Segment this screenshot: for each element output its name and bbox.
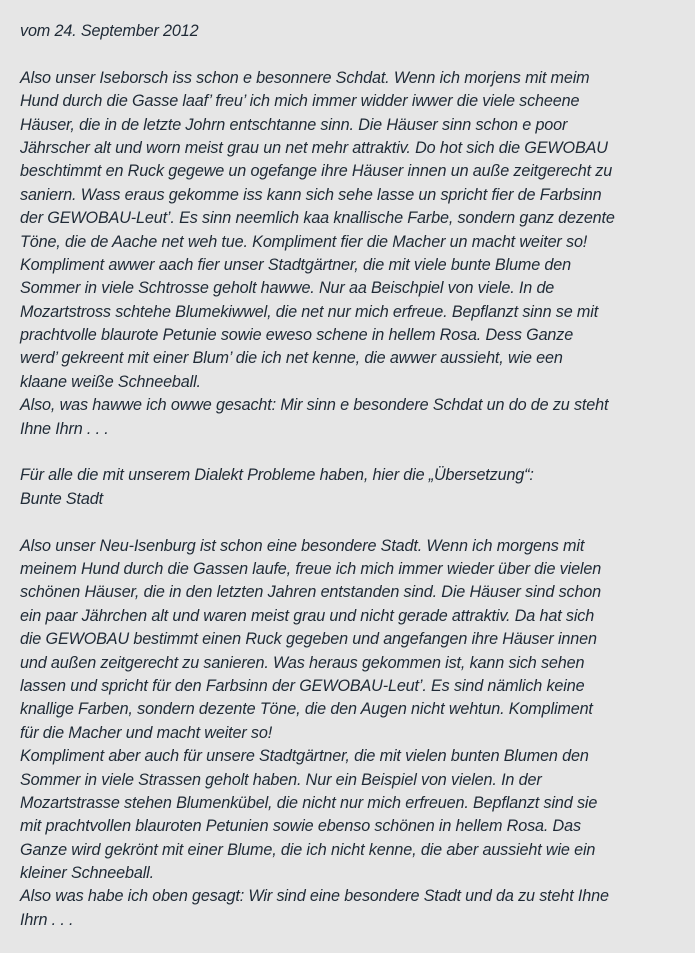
dialect-text (20, 67, 683, 441)
text-line: der GEWOBAU-Leut’. Es sinn neemlich kaa knallische Farbe, sondern ganz dezente (20, 209, 615, 228)
text-line: Also was habe ich oben gesagt: Wir sind eine besondere Stadt und da zu steht Ihne (20, 887, 609, 906)
text-line: Also unser Neu-Isenburg ist schon eine besondere Stadt. Wenn ich morgens mit (20, 536, 585, 555)
text-line: Jährscher alt und worn meist grau un net mehr attraktiv. Do hot sich die GEWOBAU (20, 138, 608, 157)
translation-text (20, 535, 683, 933)
text-line: Kompliment aber auch für unsere Stadtgärtner, die mit vielen bunten Blumen den (20, 747, 589, 766)
translation-title: Bunte Stadt (20, 489, 103, 508)
spacer (20, 441, 683, 464)
text-line: Häuser, die in de letzte Johrn entschtanne sinn. Die Häuser sinn schon e poor (20, 115, 568, 134)
text-line: saniern. Wass eraus gekomme iss kann sich sehe lasse un spricht fier de Farbsinn (20, 185, 602, 204)
text-line: Sommer in viele Schtrosse geholt hawwe. Nur aa Beischpiel von viele. In de (20, 279, 555, 298)
text-line: für die Macher und macht weiter so! (20, 723, 273, 742)
text-line: Kompliment awwer aach fier unser Stadtgärtner, die mit viele bunte Blume den (20, 255, 571, 274)
text-line: Ihne Ihrn . . . (20, 419, 109, 438)
text-line: beschtimmt en Ruck gegewe un ogefange ihre Häuser innen un auße zeitgerecht zu (20, 162, 613, 181)
text-line: ein paar Jährchen alt und waren meist grau und nicht gerade attraktiv. Da hat sich (20, 606, 595, 625)
text-line: werd’ gekreent mit einer Blum’ die ich net kenne, die awwer aussieht, wie een (20, 349, 563, 368)
text-line: Also unser Iseborsch iss schon e besonnere Schdat. Wenn ich morjens mit meim (20, 68, 590, 87)
text-line: prachtvolle blaurote Petunie sowie eweso schene in hellem Rosa. Dess Ganze (20, 326, 574, 345)
text-line: Sommer in viele Strassen geholt haben. Nur ein Beispiel von vielen. In der (20, 770, 542, 789)
text-line: kleiner Schneeball. (20, 864, 154, 883)
text-line: Mozartstrasse stehen Blumenkübel, die nicht nur mich erfreuen. Bepflanzt sind sie (20, 793, 598, 812)
text-line: und außen zeitgerecht zu sanieren. Was heraus gekommen ist, kann sich sehen (20, 653, 585, 672)
text-line: knallige Farben, sondern dezente Töne, die den Augen nicht wehtun. Kompliment (20, 700, 593, 719)
text-line: Mozartstross schtehe Blumekiwwel, die net nur mich erfreue. Bepflanzt sinn se mit (20, 302, 599, 321)
spacer (20, 511, 683, 534)
text-line: Ganze wird gekrönt mit einer Blume, die ich nicht kenne, die aber aussieht wie ein (20, 840, 596, 859)
text-line: Töne, die de Aache net weh tue. Kompliment fier die Macher un macht weiter so! (20, 232, 588, 251)
text-line: Also, was hawwe ich owwe gesacht: Mir sinn e besondere Schdat un do de zu steht (20, 396, 609, 415)
text-line: lassen und spricht für den Farbsinn der GEWOBAU-Leut’. Es sind nämlich keine (20, 676, 585, 695)
text-line: die GEWOBAU bestimmt einen Ruck gegeben und angefangen ihre Häuser innen (20, 630, 597, 649)
text-line: mit prachtvollen blauroten Petunien sowie ebenso schönen in hellem Rosa. Das (20, 817, 581, 836)
article-date: vom 24. September 2012 (20, 22, 199, 40)
text-line: Ihrn . . . (20, 910, 74, 929)
text-line: meinem Hund durch die Gassen laufe, freue ich mich immer wieder über die vielen (20, 559, 602, 578)
text-line: klaane weiße Schneeball. (20, 372, 201, 391)
spacer (20, 43, 683, 66)
text-line: schönen Häuser, die in den letzten Jahren entstanden sind. Die Häuser sind schon (20, 583, 602, 602)
translation-intro: Für alle die mit unserem Dialekt Probleme haben, hier die „Übersetzung“: (20, 466, 534, 485)
text-line: Hund durch die Gasse laaf’ freu’ ich mich immer widder iwwer die viele scheene (20, 92, 580, 111)
